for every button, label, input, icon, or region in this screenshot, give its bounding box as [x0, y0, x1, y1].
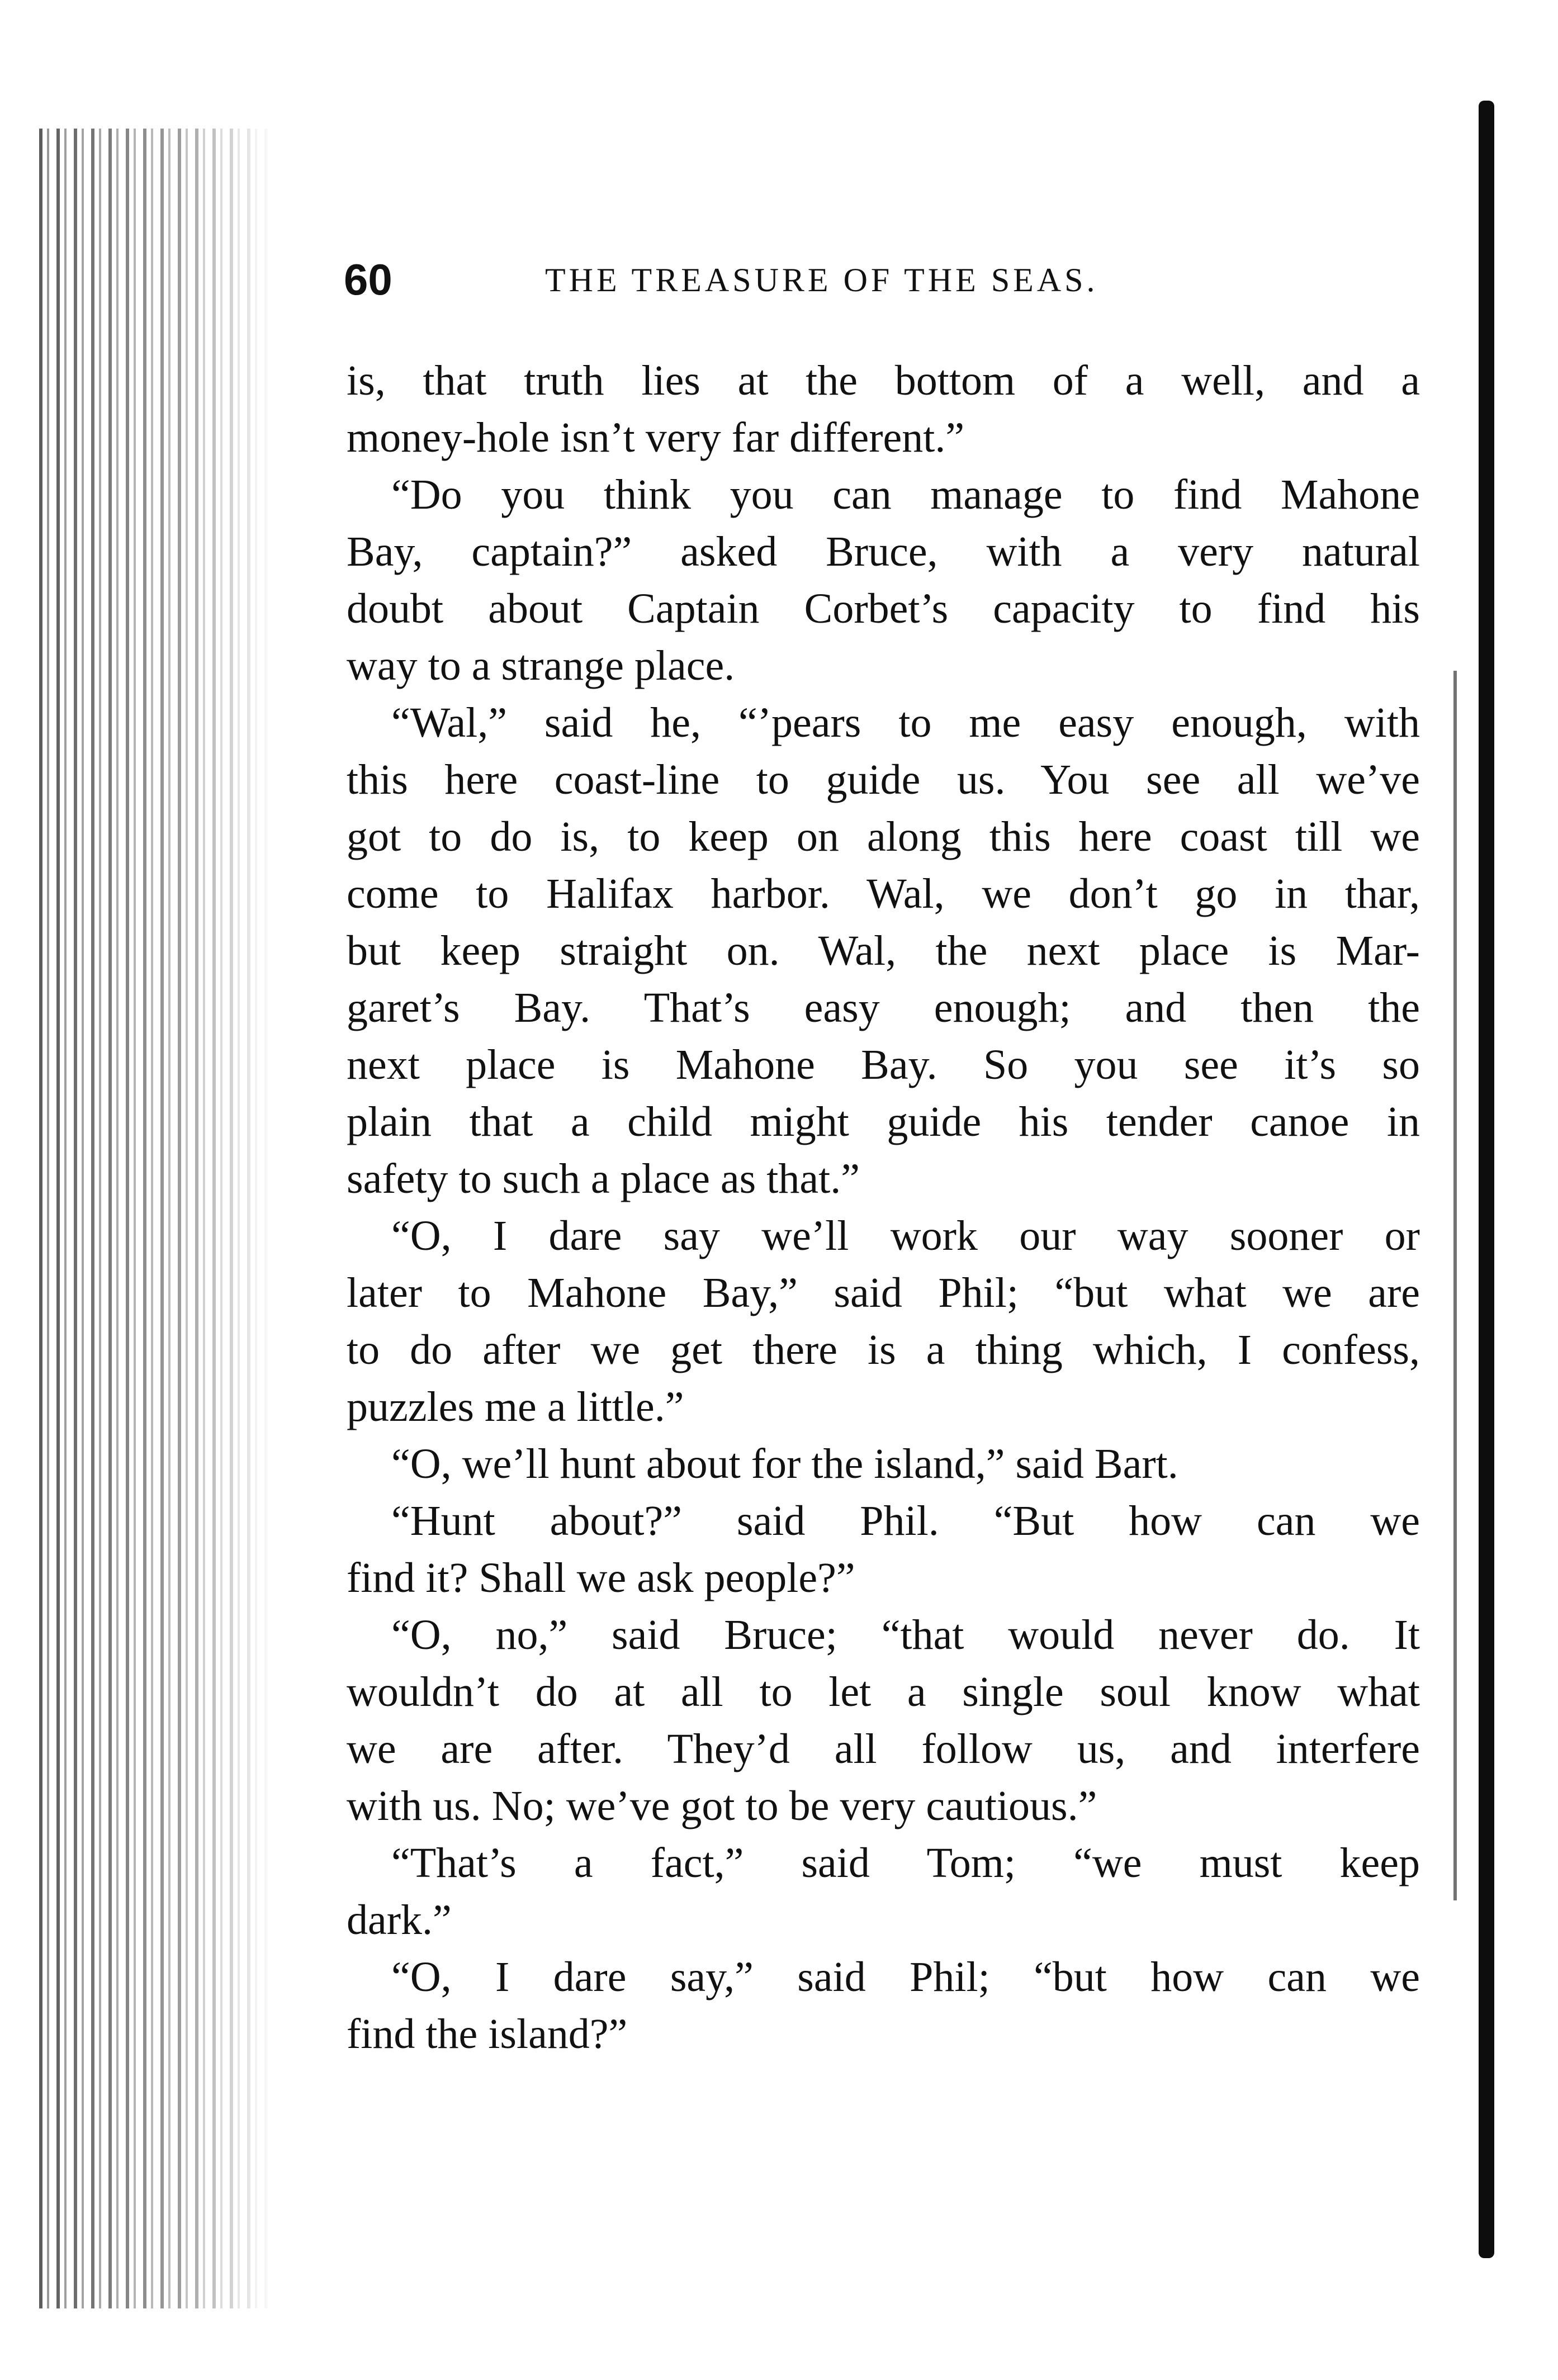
text-line: “Wal,” said he, “’pears to me easy enough, with	[391, 699, 1420, 746]
running-header	[344, 254, 1417, 321]
text-line: find it? Shall we ask people?”	[347, 1554, 855, 1601]
text-line: dark.”	[347, 1897, 452, 1943]
text-line: plain that a child might guide his tender canoe in	[347, 1098, 1420, 1145]
page-number: 60	[344, 255, 392, 304]
text-line: this here coast-line to guide us. You see all we’ve	[347, 756, 1420, 803]
text-line: with us. No; we’ve got to be very cautious.”	[347, 1782, 1097, 1829]
text-line: to do after we get there is a thing which, I confess,	[347, 1326, 1420, 1373]
text-line: “O, I dare say we’ll work our way sooner or	[391, 1212, 1420, 1259]
text-line: “O, no,” said Bruce; “that would never do. It	[391, 1611, 1420, 1658]
body-text	[347, 352, 1420, 2063]
text-line: safety to such a place as that.”	[347, 1155, 860, 1202]
text-line: got to do is, to keep on along this here coast till we	[347, 813, 1420, 860]
text-line: we are after. They’d all follow us, and interfere	[347, 1725, 1420, 1772]
text-line: next place is Mahone Bay. So you see it’s so	[347, 1041, 1420, 1088]
binding-gutter-shadow	[39, 129, 274, 2308]
page-edge-shadow	[1479, 101, 1494, 2258]
text-line: wouldn’t do at all to let a single soul know what	[347, 1668, 1420, 1715]
text-line: “Do you think you can manage to find Mahone	[391, 471, 1420, 518]
text-line: Bay, captain?” asked Bruce, with a very natural	[347, 528, 1420, 575]
text-line: “Hunt about?” said Phil. “But how can we	[391, 1497, 1420, 1544]
running-title: THE TREASURE OF THE SEAS.	[545, 262, 1098, 298]
text-line: doubt about Captain Corbet’s capacity to find his	[347, 585, 1420, 632]
text-line: “O, we’ll hunt about for the island,” said Bart.	[391, 1440, 1178, 1487]
page-edge-line	[1453, 671, 1457, 1900]
text-line: puzzles me a little.”	[347, 1383, 684, 1430]
text-line: find the island?”	[347, 2011, 628, 2057]
text-line: way to a strange place.	[347, 642, 735, 689]
text-line: “O, I dare say,” said Phil; “but how can we	[391, 1954, 1420, 2000]
text-line: “That’s a fact,” said Tom; “we must keep	[391, 1839, 1420, 1886]
text-line: money-hole isn’t very far different.”	[347, 414, 965, 461]
text-line: later to Mahone Bay,” said Phil; “but what we are	[347, 1269, 1420, 1316]
text-line: come to Halifax harbor. Wal, we don’t go in thar,	[347, 870, 1420, 917]
text-line: but keep straight on. Wal, the next place is Mar-	[347, 927, 1420, 974]
text-line: is, that truth lies at the bottom of a well, and a	[347, 357, 1420, 404]
text-line: garet’s Bay. That’s easy enough; and then the	[347, 984, 1420, 1031]
